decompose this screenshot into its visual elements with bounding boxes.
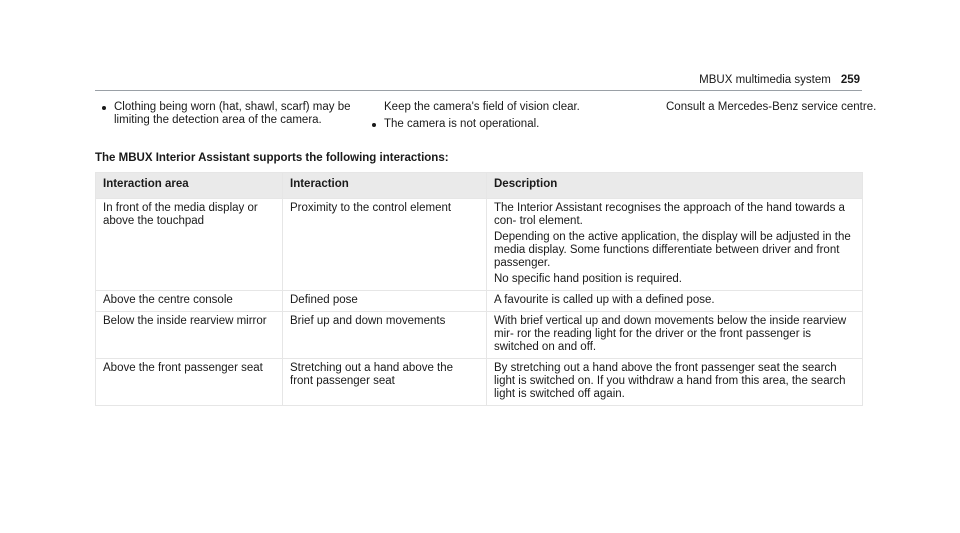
bullet-item: Clothing being worn (hat, shawl, scarf) may be limiting the detection area of the camera. — [102, 101, 352, 127]
description-paragraph: A favourite is called up with a defined pose. — [494, 294, 715, 306]
cell-description — [487, 359, 863, 406]
page-number: 259 — [840, 74, 860, 86]
table-row — [96, 359, 863, 406]
cell-description — [487, 199, 863, 291]
instruction-text: Consult a Mercedes-Benz service centre. — [666, 101, 877, 113]
description-paragraph: With brief vertical up and down movements below the inside rearview mir- ror the reading light for the driver or the front passenger is switched on and off. — [494, 315, 847, 353]
interactions-table — [95, 172, 863, 406]
cell-interaction: Proximity to the control element — [283, 199, 487, 291]
cell-description — [487, 312, 863, 359]
description-paragraph: By stretching out a hand above the front passenger seat the search light is switched on. If you withdraw a hand from this area, the search light is switched off again. — [494, 362, 846, 400]
column-header-interaction-area: Interaction area — [96, 173, 283, 199]
description-paragraph: No specific hand position is required. — [494, 273, 682, 285]
cell-interaction: Defined pose — [283, 291, 487, 312]
cell-area: Below the inside rearview mirror — [96, 312, 283, 359]
description-paragraph: The Interior Assistant recognises the approach of the hand towards a con- trol element. — [494, 202, 845, 227]
intro-column-3 — [654, 101, 884, 118]
header-title: MBUX multimedia system — [699, 74, 831, 86]
cell-area: Above the centre console — [96, 291, 283, 312]
table-row — [96, 199, 863, 291]
cell-area: In front of the media display or above the touchpad — [96, 199, 283, 291]
cell-interaction: Brief up and down movements — [283, 312, 487, 359]
instruction-text: Keep the camera's field of vision clear. — [384, 101, 580, 113]
table-row — [96, 291, 863, 312]
page-header — [95, 76, 862, 91]
column-header-description: Description — [487, 173, 863, 199]
table-header-row — [96, 173, 863, 199]
cell-interaction: Stretching out a hand above the front passenger seat — [283, 359, 487, 406]
cell-description — [487, 291, 863, 312]
column-header-interaction: Interaction — [283, 173, 487, 199]
bullet-list — [102, 101, 352, 127]
intro-column-2 — [372, 101, 622, 135]
table-row — [96, 312, 863, 359]
intro-column-1 — [102, 101, 352, 131]
bullet-item: The camera is not operational. — [372, 118, 622, 131]
bullet-list — [372, 118, 622, 131]
description-paragraph: Depending on the active application, the display will be adjusted in the media display. Some functions differentiate between driver and front passenger. — [494, 231, 851, 269]
running-header — [699, 74, 860, 87]
cell-area: Above the front passenger seat — [96, 359, 283, 406]
section-heading: The MBUX Interior Assistant supports the following interactions: — [95, 152, 449, 164]
